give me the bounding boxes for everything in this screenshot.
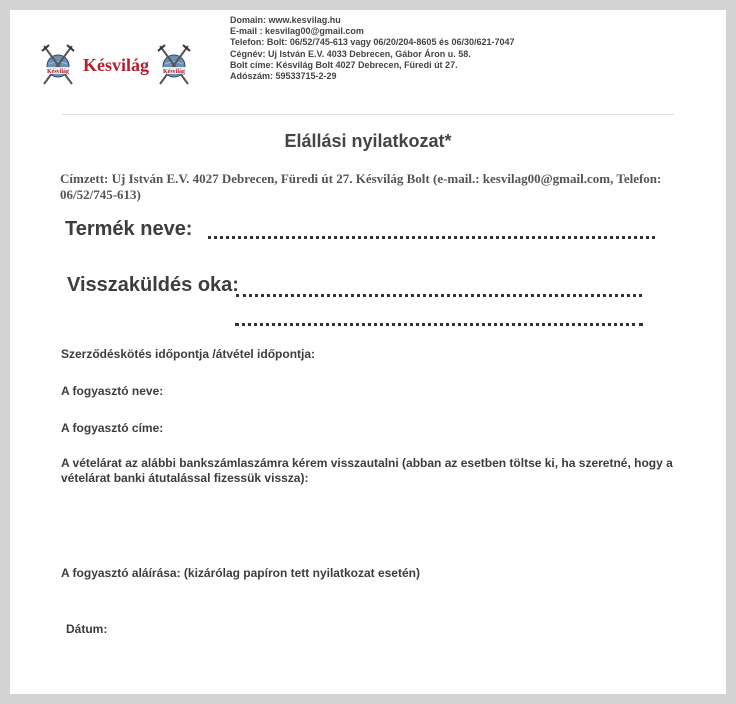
consumer-address-label: A fogyasztó címe: [61,421,164,435]
company-info [230,15,515,82]
brand-name: Késvilág [83,55,149,75]
addressee-text: Címzett: Uj István E.V. 4027 Debrecen, Füredi út 27. Késvilág Bolt (e-mail.: kesvilag00@gmail.com, Telefon: 06/52/745-613) [60,171,662,202]
crossed-swords-globe-icon [156,42,192,88]
consumer-name-label: A fogyasztó neve: [61,384,164,398]
crossed-swords-globe-icon [40,42,76,88]
date-label: Dátum: [66,622,108,636]
return-reason-line-2[interactable] [235,321,643,326]
email-line: E-mail : kesvilag00@gmail.com [230,26,364,37]
company-name-line: Cégnév: Uj István E.V. 4033 Debrecen, Gábor Áron u. 58. [230,48,471,59]
form-page [10,10,726,694]
signature-label: A fogyasztó aláírása: (kizárólag papíron tett nyilatkozat esetén) [61,566,420,580]
shop-address-line: Bolt címe: Késvilág Bolt 4027 Debrecen, Füredi út 27. [230,59,458,70]
bank-transfer-label: A vételárat az alábbi bankszámlaszámra kérem visszautalni (abban az esetben töltse ki, ha szeretné, hogy a vételárat banki átutalással fizessük vissza): [61,456,673,485]
phone-line: Telefon: Bolt: 06/52/745-613 vagy 06/20/204-8605 és 06/30/621-7047 [230,37,515,48]
domain-line: Domain: www.kesvilag.hu [230,15,341,25]
return-reason-line-1[interactable] [236,292,642,297]
contract-date-label: Szerződéskötés időpontja /átvétel időpontja: [61,347,316,361]
tax-number-line: Adószám: 59533715-2-29 [230,71,337,82]
page-title: Elállási nyilatkozat* [284,131,452,151]
badge-text: Késvilág [163,69,185,75]
badge-text: Késvilág [47,69,69,75]
product-name-label: Termék neve: [65,218,193,240]
return-reason-label: Visszaküldés oka: [67,274,239,296]
header-divider [62,114,674,115]
product-name-line[interactable] [208,234,655,239]
